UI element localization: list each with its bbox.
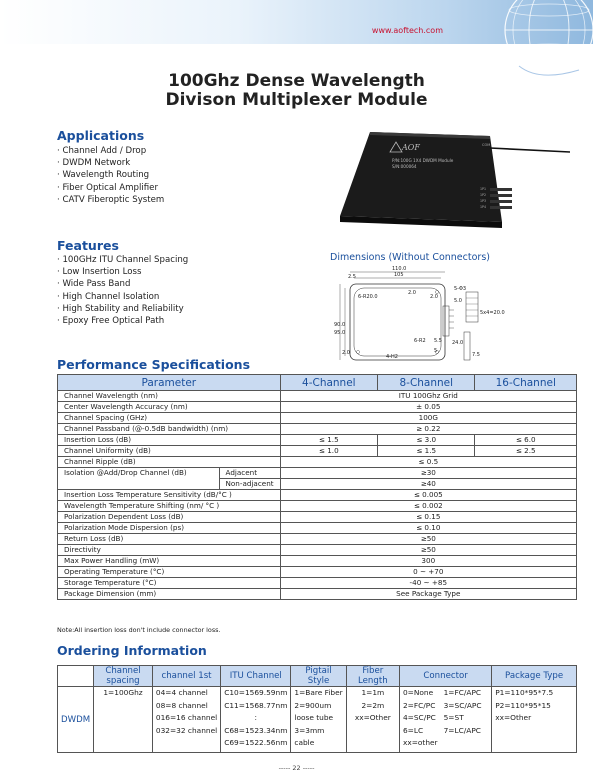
product-port: 1P3	[480, 199, 486, 203]
option-text: C10=1569.59nm	[224, 688, 288, 697]
value-cell: ≤ 0.005	[280, 490, 576, 501]
table-row	[58, 457, 577, 468]
list-item: · Fiber Optical Amplifier	[57, 182, 158, 193]
page-title	[0, 72, 593, 110]
value-cell: 100G	[280, 413, 576, 424]
table-header-row	[58, 666, 577, 687]
title-line-1: 100Ghz Dense Wavelength	[168, 71, 425, 91]
value-cell: ± 0.05	[280, 402, 576, 413]
option-text: xx=Other	[354, 713, 391, 723]
param-cell: Polarization Mode Dispersion (ps)	[58, 523, 281, 534]
table-row	[58, 687, 577, 753]
connector-col-b	[444, 687, 482, 750]
param-cell: Channel Uniformity (dB)	[58, 446, 281, 457]
option-text: 04=4 channel	[155, 688, 208, 697]
applications-list	[57, 145, 164, 206]
list-item: · Wide Pass Band	[57, 279, 131, 290]
list-item: · CATV Fiberoptic System	[57, 194, 165, 205]
value-cell: ≥30	[280, 468, 576, 479]
column-header: Pigtail Style	[291, 666, 346, 687]
column-header: ITU Channel	[221, 666, 291, 687]
product-port: 1P1	[480, 187, 486, 191]
param-cell: Center Wavelength Accuracy (nm)	[58, 402, 281, 413]
param-cell: Storage Temperature (°C)	[58, 578, 281, 589]
option-text: :	[254, 713, 258, 723]
table-row	[58, 545, 577, 556]
option-text: P1=110*95*7.5	[495, 688, 554, 697]
product-com: COM	[482, 143, 491, 147]
value-cell: ≤ 6.0	[475, 435, 577, 446]
value-cell: ≤ 0.002	[280, 501, 576, 512]
option-text: 3=SC/APC	[443, 700, 482, 710]
option-text: 6=LC	[402, 725, 424, 735]
table-row	[58, 567, 577, 578]
option-text: xx=other	[402, 738, 438, 748]
performance-table	[57, 374, 577, 600]
value-cell: ≥50	[280, 545, 576, 556]
dim-label: 2.0	[342, 350, 350, 356]
value-cell: ≥50	[280, 534, 576, 545]
dim-label: 24.0	[452, 340, 464, 346]
param-cell: Channel Ripple (dB)	[58, 457, 281, 468]
page-number: ----- 22 -----	[278, 764, 315, 772]
applications-heading: Applications	[57, 128, 145, 143]
product-port: 1P2	[480, 193, 486, 197]
option-text: 2=900um	[294, 700, 332, 710]
param-cell: Channel Spacing (GHz)	[58, 413, 281, 424]
column-header: Connector	[399, 666, 491, 687]
list-item: · Wavelength Routing	[57, 170, 150, 181]
column-header: 8-Channel	[378, 375, 475, 391]
option-text: 1=1m	[361, 688, 385, 697]
features-list	[57, 254, 188, 327]
features-heading: Features	[57, 238, 119, 253]
list-item: · High Channel Isolation	[57, 291, 160, 302]
connector-col-a	[403, 687, 438, 750]
param-cell: Wavelength Temperature Shifting (nm/ °C )	[58, 501, 281, 512]
option-text: 1=Bare Fiber	[294, 688, 343, 697]
ordering-heading: Ordering Information	[57, 643, 207, 658]
table-row	[58, 468, 577, 479]
sub-param-cell: Adjacent	[219, 468, 280, 479]
value-cell: 300	[280, 556, 576, 567]
product-port: 1P4	[480, 205, 486, 209]
option-text: xx=Other	[495, 713, 532, 723]
table-row	[58, 556, 577, 567]
table-row	[58, 413, 577, 424]
value-cell: ≤ 1.5	[378, 446, 475, 457]
list-item: · Low Insertion Loss	[57, 267, 142, 278]
itu-cell	[221, 687, 291, 753]
value-cell: 0 ~ +70	[280, 567, 576, 578]
dim-label: 2.0	[408, 290, 416, 296]
table-row	[58, 512, 577, 523]
package-cell	[492, 687, 577, 753]
ordering-table	[57, 665, 577, 753]
dim-label: 6-R20.0	[358, 294, 378, 300]
option-text: 0=None	[402, 688, 434, 697]
table-row	[58, 501, 577, 512]
table-row	[58, 446, 577, 457]
value-cell: ≤ 3.0	[378, 435, 475, 446]
param-cell: Operating Temperature (°C)	[58, 567, 281, 578]
product-sn: S/N:000064	[392, 164, 417, 169]
table-row	[58, 391, 577, 402]
title-line-2: Divison Multiplexer Module	[165, 90, 428, 110]
value-cell: ≤ 1.5	[280, 435, 377, 446]
table-row	[58, 424, 577, 435]
dim-label: 5	[434, 348, 438, 354]
table-row	[58, 435, 577, 446]
option-text: loose tube	[294, 713, 334, 723]
option-text: 08=8 channel	[155, 700, 208, 710]
dim-label: 4-H2	[386, 354, 398, 360]
product-pn: P/N:100G 1X4 DWDM Module	[392, 158, 454, 163]
dim-label: 110.0	[392, 266, 407, 272]
dim-label: 2.5	[348, 274, 356, 280]
param-cell: Channel Passband (@-0.5dB bandwidth) (nm)	[58, 424, 281, 435]
option-text: C69=1522.56nm	[224, 738, 288, 748]
value-cell: ≥ 0.22	[280, 424, 576, 435]
option-text: 1=100Ghz	[103, 688, 143, 697]
dim-label: 5-Φ3	[454, 286, 467, 292]
dim-label: 2.0	[430, 294, 438, 300]
column-header: Channel spacing	[94, 666, 153, 687]
param-cell: Max Power Handling (mW)	[58, 556, 281, 567]
column-header: 16-Channel	[475, 375, 577, 391]
blank-header	[58, 666, 94, 687]
table-note: Note:All insertion loss don't include connector loss.	[57, 626, 221, 634]
option-text: 3=3mm	[294, 725, 325, 735]
param-cell: Polarization Dependent Loss (dB)	[58, 512, 281, 523]
dim-label: 105	[394, 272, 404, 278]
dim-label: 5.5	[434, 338, 442, 344]
table-row	[58, 490, 577, 501]
value-cell: ≤ 2.5	[475, 446, 577, 457]
dim-label: 6-R2	[414, 338, 426, 344]
option-text: 032=32 channel	[155, 725, 218, 735]
value-cell: ≤ 0.15	[280, 512, 576, 523]
column-header: channel 1st	[152, 666, 220, 687]
column-header: Parameter	[58, 375, 281, 391]
list-item: · Epoxy Free Optical Path	[57, 316, 165, 327]
table-row	[58, 578, 577, 589]
connector-cell	[399, 687, 491, 753]
pigtail-cell	[291, 687, 346, 753]
dim-label: 95.0	[334, 330, 346, 336]
value-cell: ≤ 0.5	[280, 457, 576, 468]
product-brand: AOF	[402, 143, 420, 152]
dim-label: 90.0	[334, 322, 346, 328]
dim-label: 5.0	[454, 298, 462, 304]
option-text: 016=16 channel	[155, 713, 218, 723]
column-header: Package Type	[492, 666, 577, 687]
dimensions-title: Dimensions (Without Connectors)	[330, 252, 490, 263]
list-item: · High Stability and Reliability	[57, 303, 184, 314]
dimensions-drawing	[334, 264, 514, 364]
option-text: 4=SC/PC	[402, 713, 436, 723]
value-cell: ≥40	[280, 479, 576, 490]
param-cell: Channel Wavelength (nm)	[58, 391, 281, 402]
param-cell: Directivity	[58, 545, 281, 556]
product-photo	[340, 130, 570, 230]
column-header: 4-Channel	[280, 375, 377, 391]
list-item: · DWDM Network	[57, 158, 131, 169]
table-row	[58, 523, 577, 534]
channel1st-cell	[152, 687, 220, 753]
value-cell: ≤ 0.10	[280, 523, 576, 534]
dim-label: 7.5	[472, 352, 480, 358]
list-item: · Channel Add / Drop	[57, 146, 147, 156]
option-text: P2=110*95*15	[495, 700, 551, 710]
param-cell: Insertion Loss (dB)	[58, 435, 281, 446]
param-cell: Package Dimension (mm)	[58, 589, 281, 600]
row-label: DWDM	[58, 687, 94, 753]
option-text: C11=1568.77nm	[224, 700, 288, 710]
option-text: 2=2m	[361, 700, 385, 710]
column-header: Fiber Length	[346, 666, 399, 687]
param-cell: Isolation @Add/Drop Channel (dB)	[58, 468, 220, 490]
table-row	[58, 534, 577, 545]
performance-heading: Performance Specifications	[57, 357, 251, 372]
value-cell: ≤ 1.0	[280, 446, 377, 457]
spacing-cell	[94, 687, 153, 753]
param-cell: Insertion Loss Temperature Sensitivity (dB/°C )	[58, 490, 281, 501]
option-text: 1=FC/APC	[443, 688, 482, 697]
table-row	[58, 589, 577, 600]
option-text: cable	[294, 738, 315, 748]
option-text: 7=LC/APC	[443, 725, 481, 735]
fiber-cell	[346, 687, 399, 753]
option-text: 5=ST	[443, 713, 464, 723]
dim-label: 5x4=20.0	[480, 310, 505, 316]
table-header-row	[58, 375, 577, 391]
param-cell: Return Loss (dB)	[58, 534, 281, 545]
table-row	[58, 402, 577, 413]
header-url[interactable]: www.aoftech.com	[371, 26, 443, 35]
option-text: 2=FC/PC	[402, 700, 436, 710]
value-cell: See Package Type	[280, 589, 576, 600]
sub-param-cell: Non-adjacent	[219, 479, 280, 490]
value-cell: -40 ~ +85	[280, 578, 576, 589]
option-text: C68=1523.34nm	[224, 725, 288, 735]
value-cell: ITU 100Ghz Grid	[280, 391, 576, 402]
list-item: · 100GHz ITU Channel Spacing	[57, 255, 189, 265]
